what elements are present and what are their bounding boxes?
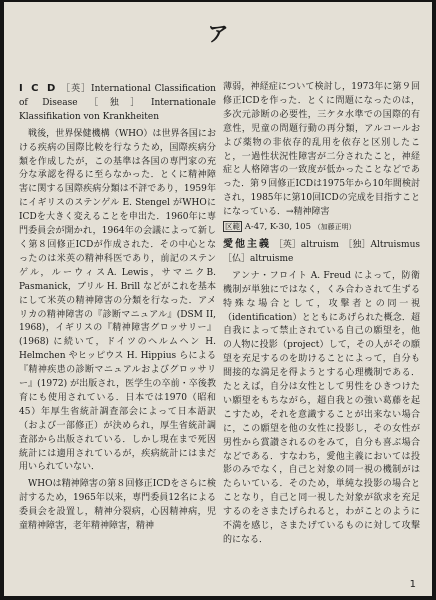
entry-icd-author: （加藤正明） [313,223,356,232]
entry-icd-references [223,220,420,235]
entry-icd-continuation: 薄弱，神経症について検討し，1973年に第９回修正ICDを作った．とくに問題になったのは，多次元診断の必要性，三ケタ水準での国際的有意性，児童の問題行動の再分類，アルコールおよび薬物の非依存的乱用を依存と区別したこと，一過性状況性障害が二分されたこと，神経症と人格障害の一致度が低かったことなどであった．第９回修正ICDは1975年から10年間検討され，1985年に第10回ICDの完成を目指すことになっている．→精神障害 [223,82,420,218]
right-column [223,81,420,548]
entry-icd-headword: I C D [19,83,58,94]
entry-icd-language-terms: ［英］International Classification of Disease［独］Internationale Klassifikation von Krankheiten [19,84,216,122]
reference-mark: 区範 [225,222,240,232]
page-number: 1 [409,579,416,590]
entry-aitai-heading [223,238,420,267]
entry-aitai-headword: 愛他主義 [223,238,272,250]
reference-codes: A-47, K-30, 105 [244,222,311,233]
dictionary-page [4,2,432,596]
left-column [19,82,216,534]
entry-aitai-language-terms: ［英］altruism ［独］Altruismus ［仏］altruisme [223,239,420,264]
entry-aitai-paragraph-1: アンナ・フロイト A. Freud によって，防衛機制が単独にではなく，くみ合わされて生ずる特殊な場合として，攻撃者との同一視（identification）とともにあげられた概念．超自我によって禁止されている自己の願望を，他の人物に投影（project）して，その人がその願望を充足するのを助けることによって，自分も間接的な満足を得ようとする心理機制である．たとえば，自分は女性として男性をひきつけたい願望をもちながら，超自我との強い葛藤を起こすため，それを意識することが出来ない場合に，この願望を他の女性に投影し，その女性が男性から賞讃されるのをみて，自分も喜ぶ場合などである．すなわち，愛他主義においては投影のみでなく，自己と対象の同一視の機制がはたらいている．そのため，単純な投影の場合とことなり，自己と同一視した対象が欲求を充足するのをさまたげられると，わがことのように不満を感じ，さまたげているものに対して攻撃的になる． [223,270,420,545]
entry-icd-paragraph-1: 戦後，世界保健機構（WHO）は世界各国における疾病の国際比較を行なうため，国際疾病分類を作成したが，この基準は各国の専門家の充分な承認を得るに至らなかった．とくに精神障害に関する国際疾病分類は不評であり，1959年にイギリスのステンゲル E. Stengel がWHOにICDを大きく変えることを申出た．1960年に専門委員会が開かれ，1964年の会議によって新しく第８回修正ICDが作成された．その中心となったのは米英の精神科医であり，前記のステンゲル，ルーウィスA. Lewis，サマニクB. Pasmanick，ブリル H. Brill などがこれを基本にして米英の精神障害の分類を行なった．アメリカの精神障害の『診断マニュアル』(DSM II, 1968)，イギリスの『精神障害グロッサリー』(1968) に続いて，ドイツのヘルムヘン H. Helmchen やヒッピウス H. Hippius らによる『精神疾患の診断マニュアルおよびグロッサリー』(1972) が出版され，医学生の卒前・卒後教育にも使用されている．日本では1970（昭和45）年厚生省統計調査部会によって日本語訳（および一部修正）が決められ，厚生省統計調査部から出版されている．しかし現在まで死因統計には適用されているが，疾病統計にはまだ用いられていない． [19,128,216,473]
section-kana-heading: ア [207,21,229,46]
entry-icd-heading [19,82,216,125]
entry-icd-paragraph-2: WHOは精神障害の第８回修正ICDをさらに検討するため，1965年以来，専門委員12名による委員会を設置し，精神分裂病，心因精神病，児童精神障害，老年精神障害，精神 [19,479,216,532]
